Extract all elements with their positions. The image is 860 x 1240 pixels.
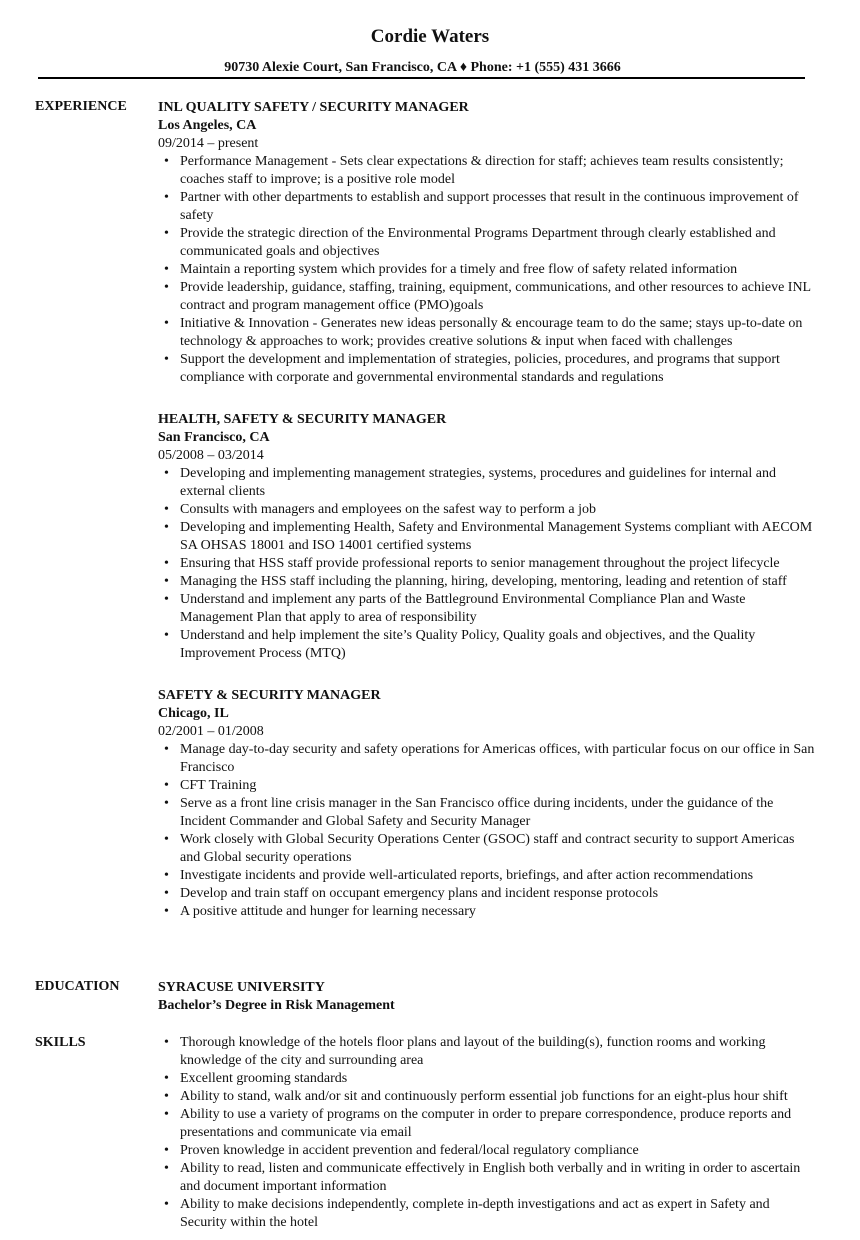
job-entry bbox=[158, 411, 818, 663]
list-item: • Excellent grooming standards bbox=[158, 1070, 818, 1088]
list-item: • Ensuring that HSS staff provide professional reports to senior management throughout the project lifecycle bbox=[158, 555, 818, 573]
list-item: • Develop and train staff on occupant emergency plans and incident response protocols bbox=[158, 885, 818, 903]
job-dates: 05/2008 – 03/2014 bbox=[158, 448, 264, 463]
degree: Bachelor’s Degree in Risk Management bbox=[158, 998, 395, 1013]
job-bullets bbox=[158, 153, 818, 387]
list-item: • Understand and implement any parts of the Battleground Environmental Compliance Plan and Waste Management Plan that apply to area of responsibility bbox=[158, 591, 818, 627]
list-item: • Provide the strategic direction of the Environmental Programs Department through clearly established and communicated goals and objectives bbox=[158, 225, 818, 261]
list-item: • Work closely with Global Security Operations Center (GSOC) staff and contract security to support Americas and Global security operations bbox=[158, 831, 818, 867]
job-dates: 09/2014 – present bbox=[158, 136, 259, 151]
list-item: • Ability to use a variety of programs on the computer in order to prepare correspondence, produce reports and presentations and communicate via email bbox=[158, 1106, 818, 1142]
list-item: • A positive attitude and hunger for learning necessary bbox=[158, 903, 818, 921]
list-item: • Ability to make decisions independently, complete in-depth investigations and act as expert in Safety and Security within the hotel bbox=[158, 1196, 818, 1232]
list-item: • Developing and implementing Health, Safety and Environmental Management Systems compliant with AECOM SA OHSAS 18001 and ISO 14001 certified systems bbox=[158, 519, 818, 555]
list-item: • Proven knowledge in accident prevention and federal/local regulatory compliance bbox=[158, 1142, 818, 1160]
list-item: • Partner with other departments to establish and support processes that result in the continuous improvement of safety bbox=[158, 189, 818, 225]
job-dates: 02/2001 – 01/2008 bbox=[158, 724, 264, 739]
skills-section bbox=[158, 1034, 818, 1232]
resume-name: Cordie Waters bbox=[370, 26, 490, 47]
list-item: • Managing the HSS staff including the planning, hiring, developing, mentoring, leading and retention of staff bbox=[158, 573, 818, 591]
job-entry bbox=[158, 99, 818, 387]
education-heading: EDUCATION bbox=[35, 979, 120, 994]
list-item: • Ability to stand, walk and/or sit and continuously perform essential job functions for an eight-plus hour shift bbox=[158, 1088, 818, 1106]
list-item: • Developing and implementing management strategies, systems, procedures and guidelines for internal and external clients bbox=[158, 465, 818, 501]
job-title: SAFETY & SECURITY MANAGER bbox=[158, 688, 381, 703]
list-item: • Manage day-to-day security and safety operations for Americas offices, with particular focus on our office in San Francisco bbox=[158, 741, 818, 777]
skills-heading: SKILLS bbox=[35, 1035, 86, 1050]
job-title: HEALTH, SAFETY & SECURITY MANAGER bbox=[158, 412, 447, 427]
list-item: • Ability to read, listen and communicate effectively in English both verbally and in writing in order to ascertain and document important information bbox=[158, 1160, 818, 1196]
list-item: • Serve as a front line crisis manager in the San Francisco office during incidents, under the guidance of the Incident Commander and Global Safety and Security Manager bbox=[158, 795, 818, 831]
job-bullets bbox=[158, 741, 818, 921]
skills-list bbox=[158, 1034, 818, 1232]
job-location: Los Angeles, CA bbox=[158, 118, 257, 133]
contact-line: 90730 Alexie Court, San Francisco, CA ♦ Phone: +1 (555) 431 3666 bbox=[224, 60, 621, 75]
list-item: • Thorough knowledge of the hotels floor plans and layout of the building(s), function rooms and working knowledge of the city and surrounding area bbox=[158, 1034, 818, 1070]
list-item: • Performance Management - Sets clear expectations & direction for staff; achieves team results consistently; coaches staff to improve; is a positive role model bbox=[158, 153, 818, 189]
list-item: • CFT Training bbox=[158, 777, 818, 795]
header-divider bbox=[38, 77, 805, 79]
list-item: • Initiative & Innovation - Generates new ideas personally & encourage team to do the same; stays up-to-date on technology & approaches to work; provides creative solutions & input when faced with challenges bbox=[158, 315, 818, 351]
list-item: • Consults with managers and employees on the safest way to perform a job bbox=[158, 501, 818, 519]
list-item: • Provide leadership, guidance, staffing, training, equipment, communications, and other resources to achieve INL contract and program management office (PMO)goals bbox=[158, 279, 818, 315]
experience-section bbox=[158, 99, 818, 945]
job-location: Chicago, IL bbox=[158, 706, 229, 721]
list-item: • Support the development and implementation of strategies, policies, procedures, and programs that support compliance with corporate and governmental environmental standards and regulations bbox=[158, 351, 818, 387]
job-bullets bbox=[158, 465, 818, 663]
education-section bbox=[158, 979, 818, 1015]
job-title: INL QUALITY SAFETY / SECURITY MANAGER bbox=[158, 100, 469, 115]
job-location: San Francisco, CA bbox=[158, 430, 270, 445]
list-item: • Understand and help implement the site’s Quality Policy, Quality goals and objectives, and the Quality Improvement Process (MTQ) bbox=[158, 627, 818, 663]
list-item: • Maintain a reporting system which provides for a timely and free flow of safety related information bbox=[158, 261, 818, 279]
list-item: • Investigate incidents and provide well-articulated reports, briefings, and after action recommendations bbox=[158, 867, 818, 885]
experience-heading: EXPERIENCE bbox=[35, 99, 127, 114]
job-entry bbox=[158, 687, 818, 921]
school-name: SYRACUSE UNIVERSITY bbox=[158, 980, 325, 995]
